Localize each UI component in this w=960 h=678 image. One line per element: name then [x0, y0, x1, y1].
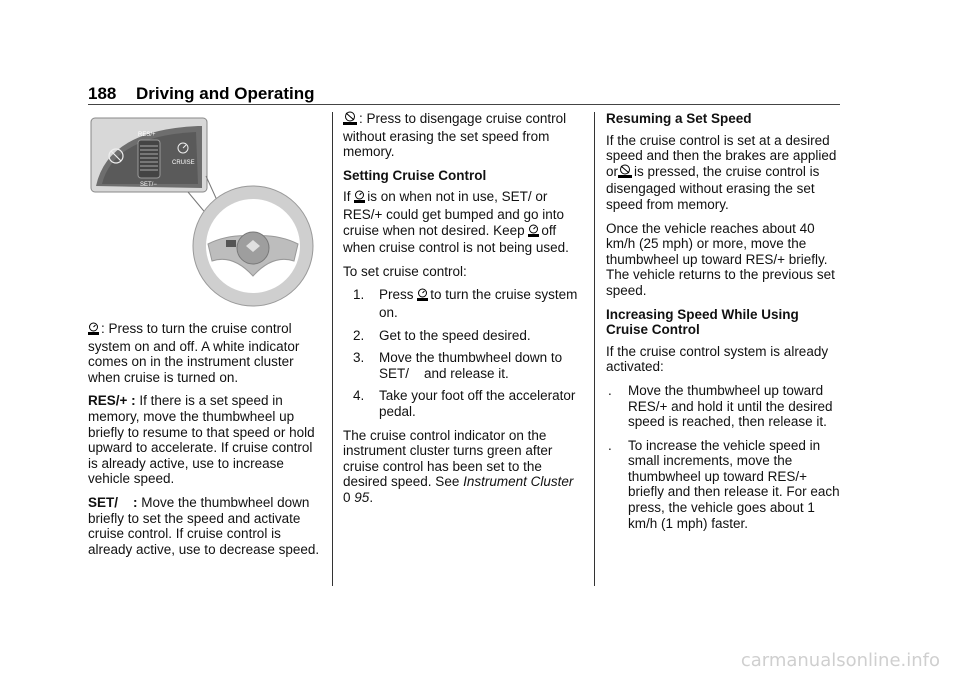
setting-text-a: If	[343, 189, 351, 205]
to-set-paragraph: To set cruise control:	[343, 263, 467, 279]
setting-text-c: off when cruise control is not being used.	[343, 222, 569, 256]
setting-text-b: is on when not in use, SET/ or RES/+ could get bumped and go into cruise when not desired. Keep	[343, 189, 565, 238]
setting-heading: Setting Cruise Control	[343, 167, 487, 183]
figure-set-label: SET/−	[140, 182, 157, 188]
bullet-list	[606, 383, 840, 531]
bullet-text: To increase the vehicle speed in small increments, move the thumbwheel up toward RES/+ briefly and then release it. For each press, the vehicle goes about 1 km/h (1 mph) faster.	[628, 437, 840, 531]
res-paragraph	[88, 393, 324, 487]
cruise-icon	[528, 224, 539, 241]
cruise-icon	[417, 288, 428, 305]
watermark: carmanualsonline.info	[740, 650, 940, 671]
bullet-icon: .	[608, 437, 612, 453]
resume-text-b: is pressed, the cruise control is disengaged without erasing the set speed from memory.	[606, 163, 820, 212]
cruise-controls-figure	[88, 116, 324, 312]
page-header	[88, 84, 315, 104]
step-number: 2.	[353, 327, 365, 343]
column-divider-1	[332, 112, 333, 586]
resume-text-a: If the cruise control is set at a desired speed and then the brakes are applied or	[606, 132, 837, 179]
cancel-description: : Press to disengage cruise control without erasing the set speed from memory.	[343, 111, 567, 160]
list-item	[606, 383, 840, 430]
increasing-heading: Increasing Speed While Using Cruise Control	[606, 306, 799, 338]
header-rule	[88, 104, 840, 105]
list-item	[343, 328, 583, 344]
reference-title[interactable]: Instrument Cluster	[463, 474, 574, 490]
res-label: RES/+ :	[88, 393, 136, 409]
step-text: Move the thumbwheel down to SET/ and release it.	[379, 350, 566, 381]
indicator-paragraph	[343, 428, 583, 506]
figure-res-label: RES/+	[138, 132, 156, 138]
cruise-paragraph	[88, 321, 324, 385]
column-1	[88, 116, 324, 565]
step-text-pre: Press	[379, 287, 414, 303]
reaches-paragraph: Once the vehicle reaches about 40 km/h (25 mph) or more, move the thumbwheel up toward RES/+ briefly. The vehicle returns to the previous set speed.	[606, 220, 835, 298]
indicator-text: The cruise control indicator on the instrument cluster turns green after cruise control has been set to the desired speed. See	[343, 427, 553, 490]
step-text: Get to the speed desired.	[379, 327, 531, 343]
step-text: Take your foot off the accelerator pedal.	[379, 388, 576, 419]
step-number: 1.	[353, 287, 365, 303]
column-2	[343, 111, 583, 513]
activated-paragraph: If the cruise control system is already activated:	[606, 343, 829, 375]
section-title: Driving and Operating	[136, 84, 315, 103]
set-description: Move the thumbwheel down briefly to set the speed and activate cruise control. If cruise control is already active, use to decrease speed.	[88, 494, 320, 557]
bullet-icon: .	[608, 382, 612, 398]
cruise-description: : Press to turn the cruise control system on and off. A white indicator comes on in the instrument cluster when cruise is turned on.	[88, 321, 300, 385]
column-divider-2	[594, 112, 595, 586]
list-item	[343, 350, 583, 381]
steps-list	[343, 287, 583, 419]
step-text: to turn the cruise system on.	[379, 287, 578, 320]
list-item	[606, 438, 840, 532]
step-number: 3.	[353, 350, 365, 366]
steering-wheel-icon	[193, 186, 313, 306]
cruise-icon	[88, 322, 99, 339]
cancel-icon	[343, 111, 357, 129]
reference-page[interactable]: 95	[354, 489, 370, 505]
cruise-icon	[354, 190, 365, 207]
cancel-icon	[618, 164, 632, 182]
list-item	[343, 388, 583, 419]
figure-cruise-label: CRUISE	[172, 160, 195, 166]
list-item	[343, 287, 583, 320]
setting-paragraph	[343, 189, 583, 255]
resume-heading: Resuming a Set Speed	[606, 111, 752, 126]
page-number: 188	[88, 84, 117, 103]
reference-arrow-icon: 0	[343, 489, 351, 505]
step-number: 4.	[353, 388, 365, 404]
res-description: If there is a set speed in memory, move the thumbwheel up briefly to resume to that speed or hold upward to accelerate. If cruise control is already active, use to increase vehicle speed.	[88, 393, 315, 487]
reference-end: .	[369, 489, 374, 505]
cancel-paragraph	[343, 111, 583, 160]
set-paragraph	[88, 495, 324, 557]
set-label: SET/ :	[88, 494, 138, 510]
bullet-text: Move the thumbwheel up toward RES/+ and hold it until the desired speed is reached, then release it.	[628, 382, 833, 430]
resume-paragraph	[606, 133, 840, 213]
column-3	[606, 111, 840, 539]
